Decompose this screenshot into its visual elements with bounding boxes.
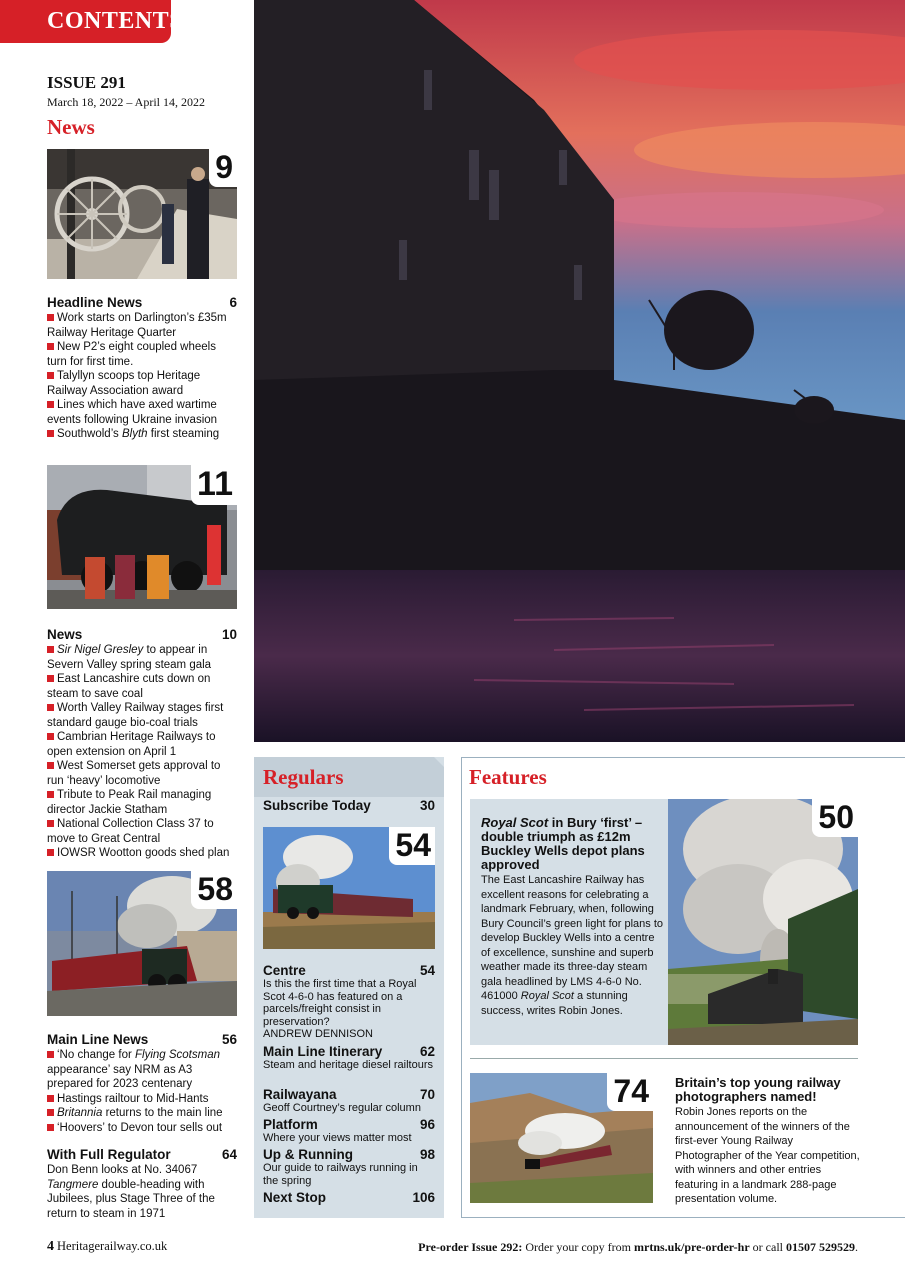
regular-item-up-running[interactable]: Up & Running 98 Our guide to railways running in the spring: [263, 1147, 435, 1187]
steam-train-photo[interactable]: [47, 871, 237, 1016]
news-list: [47, 643, 237, 861]
headline-news-block: [47, 295, 237, 442]
preorder-link[interactable]: mrtns.uk/pre-order-hr: [634, 1240, 750, 1254]
story-description: Don Benn looks at No. 34067 Tangmere double-heading with Jubilees, plus Stage Three of the return to steam in 1971: [47, 1164, 215, 1220]
story-title[interactable]: News: [47, 627, 83, 642]
list-item: Lines which have axed wartime events following Ukraine invasion: [47, 398, 237, 427]
features-heading: Features: [469, 765, 547, 789]
feature-title[interactable]: Royal Scot in Bury ‘first’ – double triumph as £12m Buckley Wells depot plans approved: [481, 815, 645, 872]
list-item: Worth Valley Railway stages first standard gauge bio-coal trials: [47, 701, 237, 730]
full-regulator-block: [47, 1147, 237, 1221]
list-item: Talyllyn scoops top Heritage Railway Association award: [47, 369, 237, 398]
mill-at-sunset-photo: [254, 0, 905, 742]
page-number-badge: 58: [191, 871, 237, 909]
page-number-badge: 54: [389, 827, 435, 865]
page-number-badge: 11: [191, 465, 237, 505]
royal-scot-train-photo[interactable]: [263, 827, 435, 949]
page-number-badge: 50: [812, 799, 858, 837]
list-item: ‘No change for Flying Scotsman appearance’ say NRM as A3 prepared for 2023 centenary: [47, 1048, 237, 1092]
list-item: West Somerset gets approval to run ‘heavy’ locomotive: [47, 759, 237, 788]
preorder-line: Pre-order Issue 292: Order your copy from mrtns.uk/pre-order-hr or call 01507 529529.: [418, 1240, 858, 1254]
page-number-badge: 74: [607, 1073, 653, 1111]
story-title[interactable]: Headline News: [47, 295, 143, 310]
main-line-news-block: [47, 1032, 237, 1135]
list-item: Hastings railtour to Mid-Hants: [47, 1092, 237, 1107]
list-item: Southwold’s Blyth first steaming: [47, 427, 237, 442]
headline-news-list: [47, 311, 237, 442]
list-item: ‘Hoovers’ to Devon tour sells out: [47, 1121, 237, 1136]
steam-locomotive-photo[interactable]: [47, 465, 237, 609]
divider: [470, 1058, 858, 1059]
issue-number: ISSUE 291: [47, 73, 126, 92]
story-title[interactable]: Main Line News: [47, 1032, 149, 1047]
list-item: Sir Nigel Gresley to appear in Severn Valley spring steam gala: [47, 643, 237, 672]
list-item: Cambrian Heritage Railways to open extension on April 1: [47, 730, 237, 759]
list-item: East Lancashire cuts down on steam to save coal: [47, 672, 237, 701]
story-page: 6: [229, 295, 237, 310]
regulars-heading: Regulars: [263, 765, 344, 789]
phone-number[interactable]: 01507 529529: [786, 1240, 855, 1254]
feature-body: Robin Jones reports on the announcement of the winners of the first-ever Young Railway Photographer of the Year competition, with winners and other entries featuring in a landmark 288-page presentation volume.: [675, 1106, 860, 1205]
story-page: 64: [221, 1147, 237, 1162]
list-item: New P2’s eight coupled wheels turn for first time.: [47, 340, 237, 369]
moorland-steam-train-photo[interactable]: [470, 1073, 653, 1203]
feature-royal-scot[interactable]: [470, 799, 668, 1045]
page-number: 4: [47, 1239, 54, 1254]
regular-item-centre[interactable]: Centre 54 Is this the first time that a Royal Scot 4-6-0 has featured on a parcels/freight consist in preservation? ANDREW DENNISON: [263, 963, 435, 1040]
list-item: Tribute to Peak Rail managing director Jackie Statham: [47, 788, 237, 817]
subscribe-item[interactable]: Subscribe Today 30: [263, 798, 435, 813]
steam-locomotive-smoke-photo[interactable]: [668, 799, 858, 1045]
contents-tab: [0, 0, 184, 43]
regular-item-itinerary[interactable]: Main Line Itinerary 62 Steam and heritage diesel railtours: [263, 1044, 435, 1071]
list-item: National Collection Class 37 to move to Great Central: [47, 817, 237, 846]
locomotive-wheels-photo[interactable]: [47, 149, 237, 279]
feature-young-photographers[interactable]: [675, 1076, 860, 1207]
news-block: [47, 627, 237, 861]
feature-title[interactable]: Britain’s top young railway photographers named!: [675, 1075, 841, 1104]
news-section-heading: News: [47, 115, 95, 139]
issue-dates: March 18, 2022 – April 14, 2022: [47, 95, 205, 109]
story-page: 10: [221, 627, 237, 642]
story-title[interactable]: With Full Regulator: [47, 1147, 171, 1162]
regular-item-platform[interactable]: Platform 96 Where your views matter most: [263, 1117, 435, 1144]
footer-folio: [47, 1239, 167, 1255]
page-number-badge: 9: [209, 149, 237, 187]
regular-item-next-stop[interactable]: Next Stop 106: [263, 1190, 435, 1205]
list-item: Britannia returns to the main line: [47, 1106, 237, 1121]
main-line-news-list: [47, 1048, 237, 1135]
list-item: IOWSR Wootton goods shed plan: [47, 846, 237, 861]
regular-item-railwayana[interactable]: Railwayana 70 Geoff Courtney’s regular column: [263, 1087, 435, 1114]
list-item: Work starts on Darlington’s £35m Railway Heritage Quarter: [47, 311, 237, 340]
site-name[interactable]: Heritagerailway.co.uk: [57, 1239, 168, 1253]
feature-body: The East Lancashire Railway has excellent reasons for celebrating a landmark February, when, following Bury Council’s green light for plans to develop Buckley Wells into a centre of excellence, sunshine and superb weather made its three-day steam gala headlined by LMS 4-6-0 No. 461000 Royal Scot a stunning success, writes Robin Jones.: [481, 874, 664, 1017]
contents-label: CONTENTS: [47, 8, 184, 34]
story-page: 56: [221, 1032, 237, 1047]
